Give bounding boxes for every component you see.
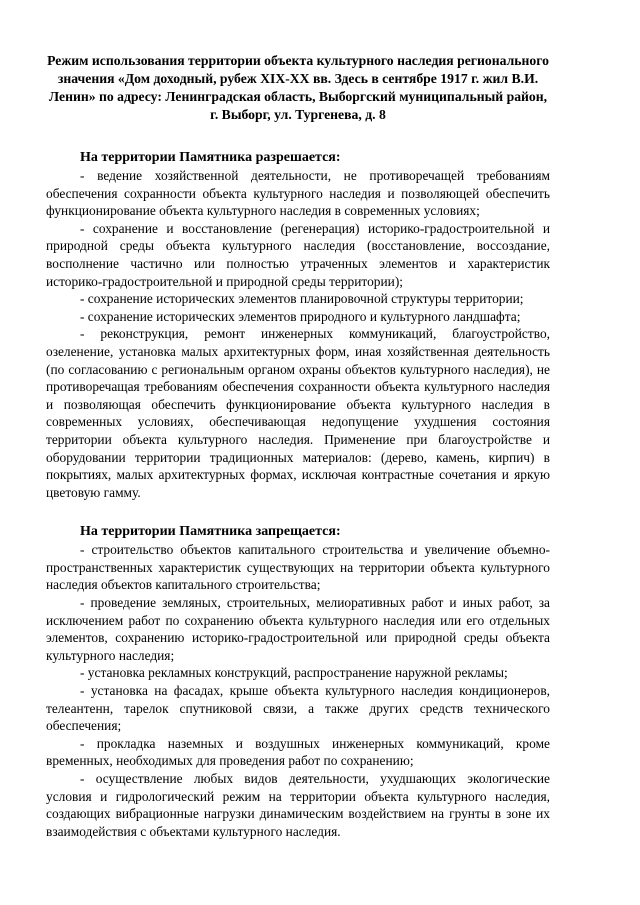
prohibited-section [46, 523, 550, 840]
prohibited-item: - прокладка наземных и воздушных инженерных коммуникаций, кроме временных, необходимых для проведения работ по сохранению; [46, 735, 550, 769]
document-body [46, 52, 550, 840]
permitted-item: - сохранение исторических элементов природного и культурного ландшафта; [80, 308, 521, 324]
permitted-item: - реконструкция, ремонт инженерных коммуникаций, благоустройство, озеленение, установка малых архитектурных форм, иная хозяйственная деятельность (по согласованию с региональным органом охраны объектов культурного наследия), не противоречащая требованиям обеспечения сохранности объекта культурного наследия и позволяющая обеспечить функционирование объекта культурного наследия в современных условиях, обеспечивающая недопущение ухудшения состояния территории объекта культурного наследия. Применение при благоустройстве и оборудовании территории традиционных материалов: (дерево, камень, кирпич) в покрытиях, малых архитектурных формах, исключая контрастные сочетания и яркую цветовую гамму. [46, 326, 550, 500]
document-title: Режим использования территории объекта культурного наследия регионального значения «Дом доходный, рубеж XIX-XX вв. Здесь в сентябре 1917 г. жил В.И. Ленин» по адресу: Ленинградская область, Выборгский муниципальный район, г. Выборг, ул. Тургенева, д. 8 [47, 53, 549, 122]
prohibited-heading: На территории Памятника запрещается: [80, 524, 341, 540]
permitted-section [46, 149, 550, 501]
permitted-heading: На территории Памятника разрешается: [80, 150, 341, 165]
prohibited-item: - установка на фасадах, крыше объекта культурного наследия кондиционеров, телеантенн, тарелок спутниковой связи, а также других средств технического обеспечения; [46, 683, 550, 734]
prohibited-item: - строительство объектов капитального строительства и увеличение объемно-пространственных характеристик существующих на территории объекта культурного наследия объектов капитального строительства; [46, 542, 550, 593]
prohibited-item: - осуществление любых видов деятельности, ухудшающих экологические условия и гидрологический режим на территории объекта культурного наследия, создающих вибрационные нагрузки динамическим воздействием на грунты в зоне их взаимодействия с объектами культурного наследия. [46, 771, 550, 839]
permitted-item: - сохранение и восстановление (регенерация) историко-градостроительной и природной среды объекта культурного наследия (восстановление, воссоздание, восполнение частично или полностью утраченных элементов и характеристик историко-градостроительной и природной среды территории); [46, 220, 550, 289]
permitted-item: - сохранение исторических элементов планировочной структуры территории; [80, 291, 524, 307]
prohibited-item: - проведение земляных, строительных, мелиоративных работ и иных работ, за исключением работ по сохранению объекта культурного наследия или его отдельных элементов, сохранению историко-градостроительной или природной среды объекта культурного наследия; [46, 595, 550, 663]
prohibited-item: - установка рекламных конструкций, распространение наружной рекламы; [80, 665, 508, 681]
permitted-item: - ведение хозяйственной деятельности, не противоречащей требованиям обеспечения сохранности объекта культурного наследия и позволяющей обеспечить функционирование объекта культурного наследия в современных условиях; [46, 168, 550, 219]
